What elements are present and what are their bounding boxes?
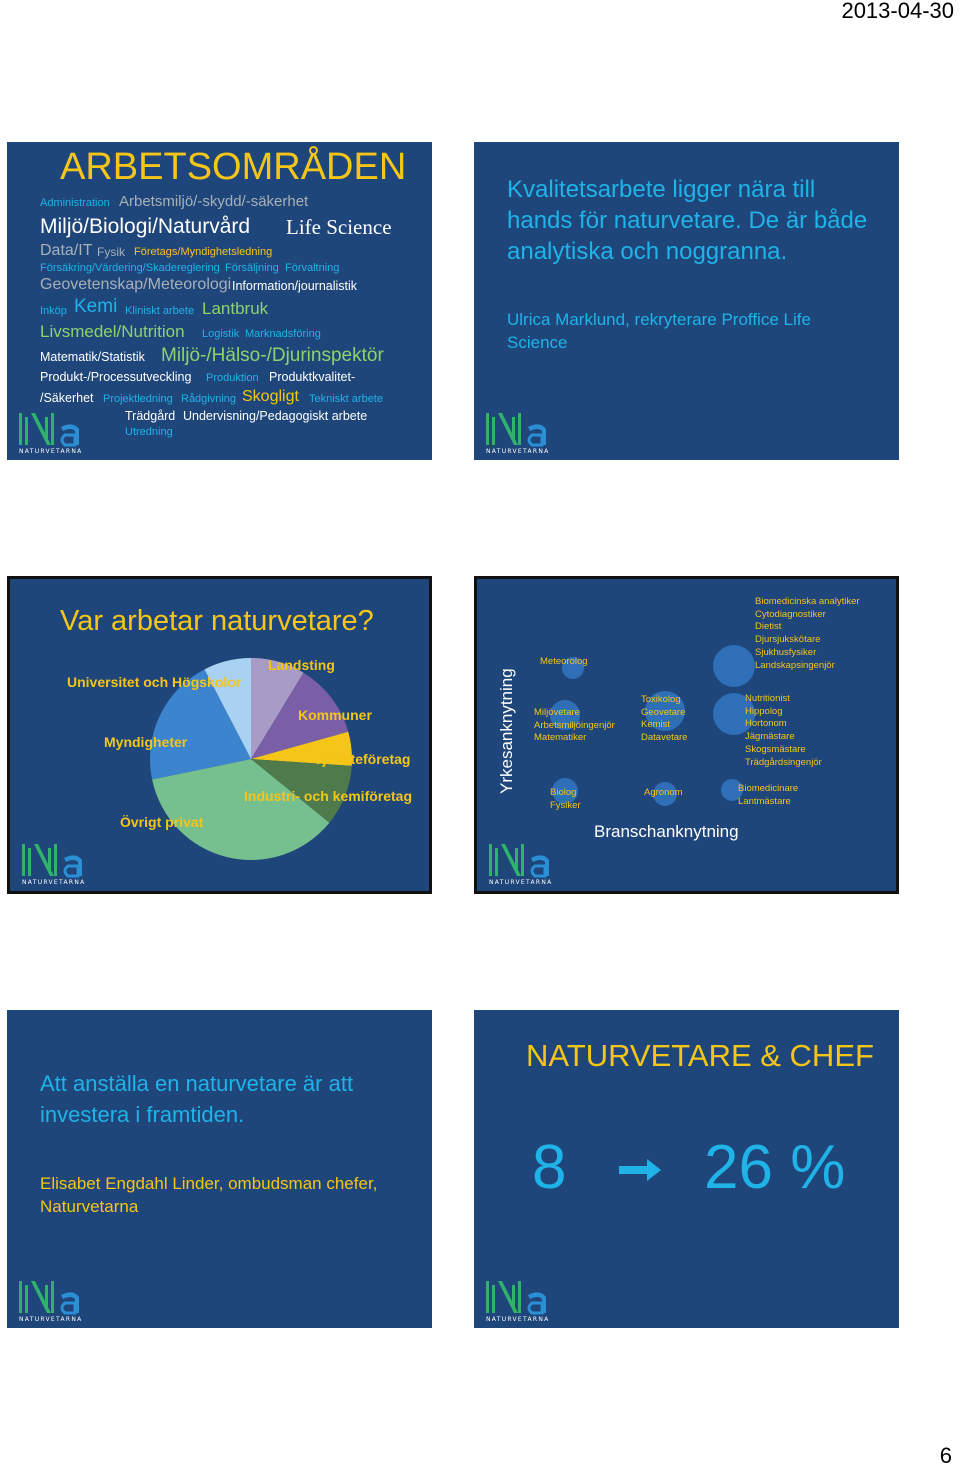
word-tekniskt: Tekniskt arbete [309,393,383,405]
right-arrow-icon [619,1157,663,1183]
word-matematik: Matematik/Statistik [40,350,145,364]
bubble-label: Kemist [641,719,671,731]
bubble-label: Meteorolog [540,656,588,667]
bubble-label: Hortonom [745,718,787,730]
word-kemi: Kemi [74,296,118,317]
word-miljo-biologi: Miljö/Biologi/Naturvård [40,215,251,238]
bubble-label: Skogsmästare [745,743,806,755]
bubble-biomedicinska [713,645,755,687]
word-miljo-halso: Miljö-/Hälso-/Djurinspektör [161,345,384,366]
word-marknadsforing: Marknadsföring [245,328,321,340]
bubble-label: Biolog [550,787,577,798]
bubble-label-group [550,787,581,812]
naturvetarna-logo [487,842,559,886]
bubble-label: Agronom [644,787,683,798]
bubble-label-group [644,787,683,800]
page-number: 6 [939,1443,952,1468]
pie-label-industri: Industri- och kemiföretag [244,788,413,804]
word-utredning: Utredning [125,426,173,438]
word-undervisning: Undervisning/Pedagogiskt arbete [183,409,368,423]
word-information: Information/journalistik [232,279,358,293]
word-forsaljning: Försäljning [225,262,279,274]
bubble-label: Geovetare [641,706,686,718]
pie-label-myndigheter: Myndigheter [104,734,188,750]
logo-mark-icon [484,1279,556,1315]
header-date: 2013-04-30 [841,0,954,23]
pie-label-universitet: Universitet och Högskolor [67,674,242,690]
word-data-it: Data/IT [40,242,93,259]
logo-text: NATURVETARNA [489,879,553,886]
word-geovetenskap: Geovetenskap/Meteorologi [40,276,232,293]
word-projektledning: Projektledning [103,393,173,405]
bubble-label: Djursjukskötare [755,634,821,646]
logo-text: NATURVETARNA [19,448,83,455]
word-tradgard: Trädgård [125,409,176,423]
slide-arbetsomraden [7,142,432,460]
pie-label-ovrigt: Övrigt privat [120,814,204,830]
stat-from-value: 8 [532,1133,567,1202]
naturvetarna-logo [17,1279,89,1323]
slide-title: Var arbetar naturvetare? [60,605,374,637]
y-axis-label: Yrkesanknytning [497,668,516,794]
bubble-label: Sjukhusfysiker [755,646,817,658]
slide-naturvetare-chef [474,1010,899,1328]
pie-label-landsting: Landsting [268,657,335,673]
word-logistik: Logistik [202,328,240,340]
word-forsakring: Försäkring/Värdering/Skadereglering [40,262,220,274]
word-lantbruk: Lantbruk [202,299,269,318]
naturvetarna-logo [20,842,92,886]
word-inkop: Inköp [40,305,67,317]
word-livsmedel: Livsmedel/Nutrition [40,322,185,341]
logo-text: NATURVETARNA [19,1316,83,1323]
word-kliniskt: Kliniskt arbete [125,305,195,317]
bubble-label: Miljövetare [534,707,580,718]
bubble-label: Dietist [755,621,782,633]
word-foretags: Företags/Myndighetsledning [134,246,273,258]
slide-bubble-chart [474,576,899,894]
slide-kvalitetsarbete [474,142,899,460]
word-produktkvalitet: Produktkvalitet- [269,370,356,384]
logo-text: NATURVETARNA [22,879,86,886]
quote-text: Kvalitetsarbete ligger nära till hands för naturvetare. De är både analytiska och noggranna. [507,176,868,265]
word-life-science: Life Science [286,215,392,239]
logo-mark-icon [17,411,89,447]
stat-to-value: 26 % [704,1133,846,1202]
word-produkt: Produkt-/Processutveckling [40,370,192,384]
bubble-label: Biomedicinska analytiker [755,596,860,607]
word-sakerhet: /Säkerhet [40,391,94,405]
bubble-label-group [755,596,860,672]
logo-mark-icon [484,411,556,447]
bubble-label: Arbetsmiljöingenjör [534,719,615,731]
word-radgivning: Rådgivning [181,393,237,405]
bubble-label-group [534,707,615,745]
word-forvaltning: Förvaltning [285,262,340,274]
pie-label-tjansteforetag: Tjänsteföretag [314,751,411,767]
slide-var-arbetar [7,576,432,894]
naturvetarna-logo [484,411,556,455]
quote-attribution: Ulrica Marklund, rekryterare Proffice Life Science [507,310,811,352]
word-fysik: Fysik [97,245,125,259]
naturvetarna-logo [17,411,89,455]
word-skogligt: Skogligt [242,388,299,405]
pie-label-kommuner: Kommuner [298,707,372,723]
bubble-label: Biomedicinare [738,783,799,794]
quote-text: Att anställa en naturvetare är att investera i framtiden. [40,1071,354,1127]
bubble-label: Datavetare [641,732,688,744]
word-produktion: Produktion [206,372,259,384]
bubble-label: Nutritionist [745,693,790,704]
x-axis-label: Branschanknytning [594,822,739,841]
bubble-label: Toxikolog [641,694,681,705]
logo-mark-icon [487,842,559,878]
naturvetarna-logo [484,1279,556,1323]
bubble-label: Matematiker [534,732,587,744]
slide-anstalla [7,1010,432,1328]
logo-mark-icon [17,1279,89,1315]
bubble-label: Cytodiagnostiker [755,608,826,620]
bubble-label: Fysiker [550,799,581,811]
slide-title: ARBETSOMRÅDEN [60,146,407,188]
bubble-label: Jägmästare [745,731,795,743]
logo-text: NATURVETARNA [486,1316,550,1323]
logo-text: NATURVETARNA [486,448,550,455]
logo-mark-icon [20,842,92,878]
bubble-label-group [745,693,822,769]
bubble-label-group [540,656,588,669]
bubble-label-group [738,783,798,808]
bubble-label: Trädgårdsingenjör [745,756,822,768]
quote-attribution: Elisabet Engdahl Linder, ombudsman chefer, Naturvetarna [40,1174,378,1216]
bubble-label: Lantmästare [738,795,791,807]
word-administration: Administration [40,197,110,209]
slide-title: NATURVETARE & CHEF [526,1038,874,1073]
bubble-label-group [641,694,687,745]
word-arbetsmiljo: Arbetsmiljö/-skydd/-säkerhet [119,193,309,210]
bubble-label: Landskapsingenjör [755,659,835,671]
bubble-label: Hippolog [745,705,783,717]
